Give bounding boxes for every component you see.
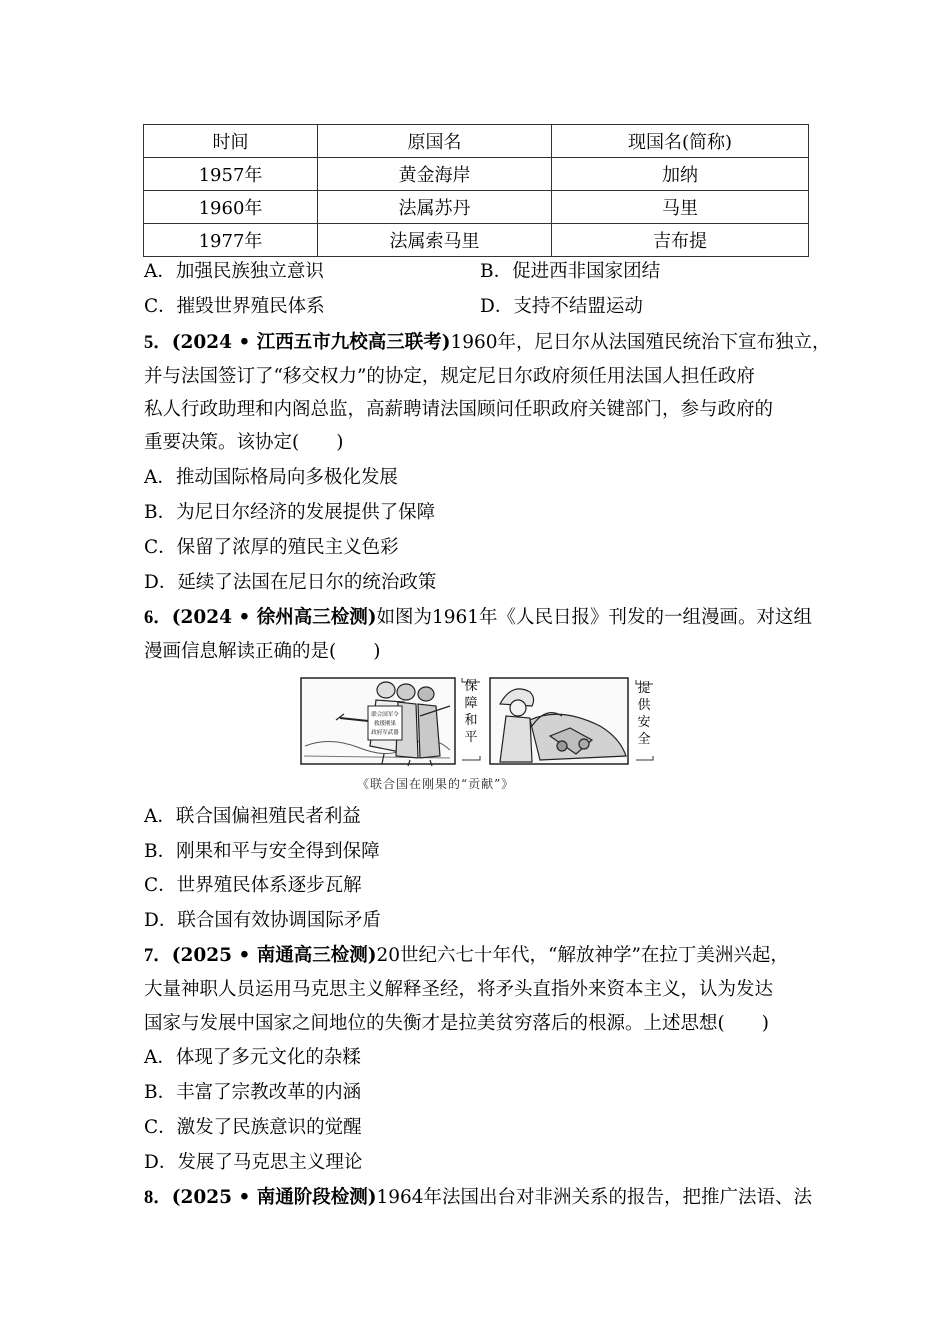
cartoon-figure [300,676,655,768]
question-number: 7． [144,946,172,966]
q7-option-b: B．丰富了宗教改革的内涵 [144,1082,362,1103]
q8-stem-line [144,1186,812,1210]
sign-text-line: 联合国军令 [371,712,399,718]
cartoon-caption: 《联合国在刚果的“贡献”》 [357,777,515,791]
table-cell: 1977年 [144,224,318,257]
q5-stem-line [144,331,831,355]
table-cell: 法属索马里 [318,224,552,257]
q6-option-a: A．联合国偏袒殖民者利益 [144,806,361,827]
panel1-label-char: 和 [464,713,478,728]
q6-stem-line [144,606,812,630]
question-source: (2025 • 南通阶段检测) [171,1187,377,1208]
panel2-label-char: 全 [637,732,651,747]
question-text: 20世纪六七十年代，“解放神学”在拉丁美洲兴起， [376,945,789,966]
panel1-label-char: 障 [464,696,478,711]
q7-stem-line: 国家与发展中国家之间地位的失衡才是拉美贫穷落后的根源。上述思想( ) [144,1013,769,1034]
question-number: 6． [144,608,172,628]
question-source: (2025 • 南通高三检测) [171,945,377,966]
q7-option-a: A．体现了多元文化的杂糅 [144,1047,361,1068]
q5-stem-line: 并与法国签订了“移交权力”的协定，规定尼日尔政府须任用法国人担任政府 [144,366,755,387]
question-text: 1960年，尼日尔从法国殖民统治下宣布独立， [450,332,831,353]
q4-option-a: A．加强民族独立意识 [144,261,324,282]
panel2-label-char: 安 [637,715,651,730]
q7-option-d: D．发展了马克思主义理论 [144,1152,363,1173]
question-text: 1964年法国出台对非洲关系的报告，把推广法语、法 [376,1187,813,1208]
country-rename-table [143,124,809,257]
table-header-row [144,125,809,158]
panel1-label-char: 平 [464,730,478,745]
table-cell: 吉布提 [552,224,809,257]
table-cell: 1957年 [144,158,318,191]
q7-option-c: C．激发了民族意识的觉醒 [144,1117,362,1138]
table-row [144,191,809,224]
table-cell: 1960年 [144,191,318,224]
q5-stem-line: 重要决策。该协定( ) [144,432,344,453]
q4-option-b: B．促进西非国家团结 [480,261,661,282]
q5-stem-line: 私人行政助理和内阁总监，高薪聘请法国顾问任职政府关键部门，参与政府的 [144,399,774,420]
panel2-label-char: 供 [637,698,651,713]
question-text: 如图为1961年《人民日报》刊发的一组漫画。对这组 [376,607,813,628]
q6-stem-line: 漫画信息解读正确的是( ) [144,641,381,662]
question-source: (2024 • 江西五市九校高三联考) [171,332,451,353]
sign-text-line: 救援刚果 [373,721,397,727]
table-cell: 加纳 [552,158,809,191]
cartoon-drawing [300,676,655,768]
q6-option-b: B．刚果和平与安全得到保障 [144,841,380,862]
q4-option-c: C．摧毁世界殖民体系 [144,296,325,317]
q7-stem-line: 大量神职人员运用马克思主义解释圣经，将矛头直指外来资本主义，认为发达 [144,979,774,1000]
table-row [144,224,809,257]
question-number: 8． [144,1188,172,1208]
q5-option-d: D．延续了法国在尼日尔的统治政策 [144,572,437,593]
q5-option-a: A．推动国际格局向多极化发展 [144,467,398,488]
table-header: 时间 [144,125,318,158]
q6-option-d: D．联合国有效协调国际矛盾 [144,910,381,931]
panel2-label-char: 提 [637,681,651,696]
table-header: 现国名(简称) [552,125,809,158]
question-source: (2024 • 徐州高三检测) [171,607,377,628]
q4-option-d: D．支持不结盟运动 [480,296,643,317]
table-cell: 法属苏丹 [318,191,552,224]
table-row [144,158,809,191]
panel1-label-char: 保 [464,679,478,694]
table-cell: 马里 [552,191,809,224]
table-header: 原国名 [318,125,552,158]
question-number: 5． [144,333,172,353]
sign-text-line: 政府军武器 [371,730,399,736]
q6-option-c: C．世界殖民体系逐步瓦解 [144,875,362,896]
table-cell: 黄金海岸 [318,158,552,191]
q5-option-c: C．保留了浓厚的殖民主义色彩 [144,537,399,558]
q7-stem-line [144,944,789,968]
q5-option-b: B．为尼日尔经济的发展提供了保障 [144,502,436,523]
